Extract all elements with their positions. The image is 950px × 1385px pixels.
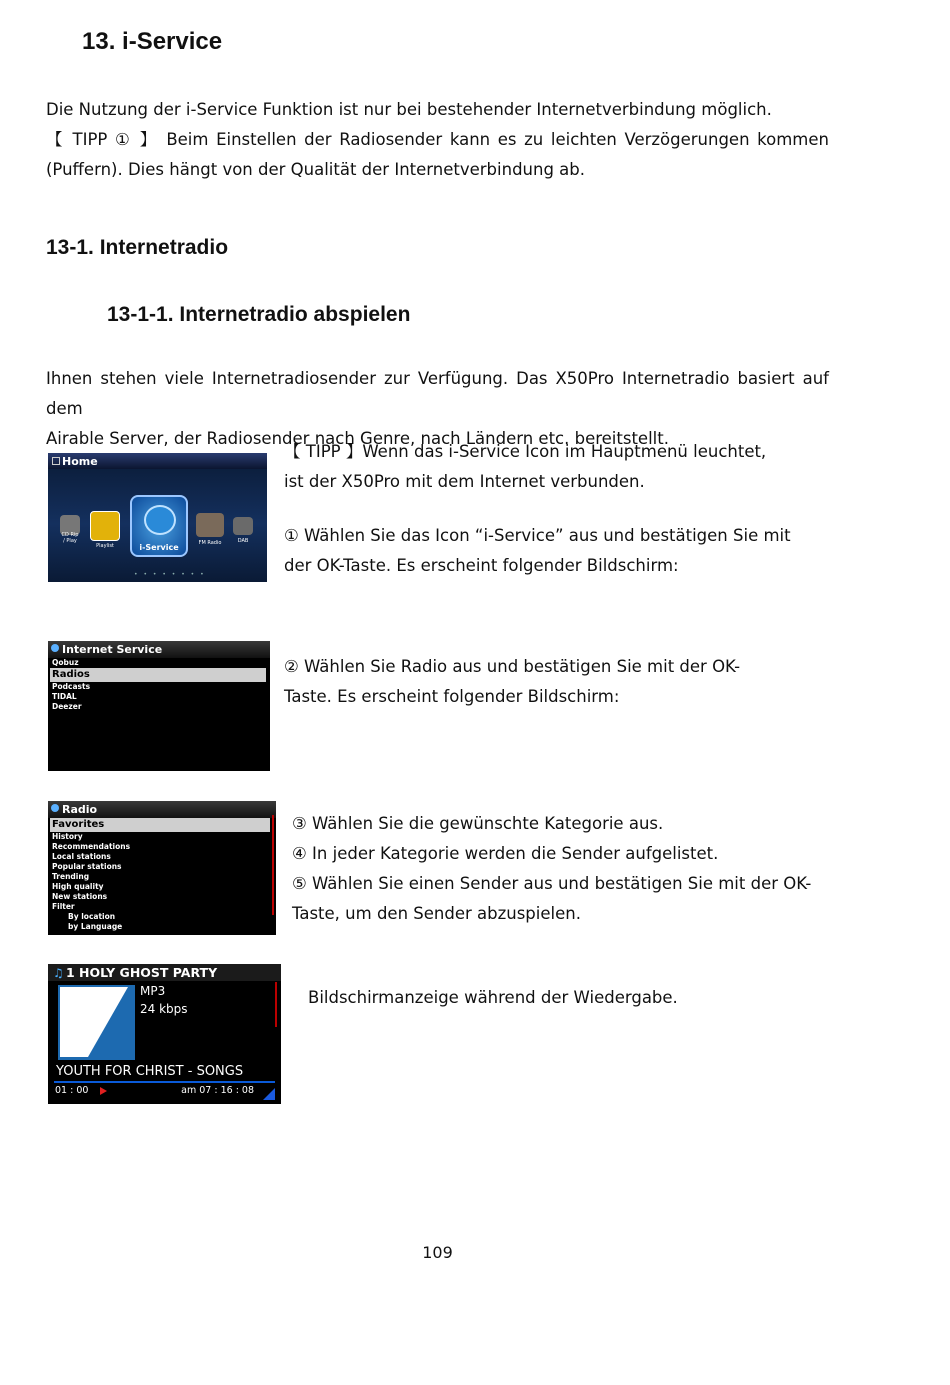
menu-sub-item: By location: [68, 912, 116, 921]
play-icon: [100, 1087, 107, 1095]
subsection-heading: 13-1-1. Internetradio abspielen: [107, 303, 411, 326]
radio-title: Radio: [62, 803, 98, 816]
tip-line: 【 TIPP ① 】 Beim Einstellen der Radiosender kann es zu leichten Verzögerungen kommen: [46, 130, 829, 149]
intro-text: [46, 95, 829, 185]
menu-item-tidal: TIDAL: [52, 692, 77, 701]
body-line: Airable Server, der Radiosender nach Genre, nach Ländern etc. bereitstellt.: [46, 429, 669, 448]
intro-line: Die Nutzung der i-Service Funktion ist nur bei bestehender Internetverbindung möglich.: [46, 100, 772, 119]
pager-dots: • • • • • • • •: [134, 571, 206, 578]
menu-item: History: [52, 832, 83, 841]
clock: am 07 : 16 : 08: [181, 1085, 254, 1096]
progress-bar: [54, 1081, 275, 1083]
home-screen-image: [48, 453, 267, 582]
step-text-group-3: [292, 809, 812, 929]
internet-service-title-bar: [48, 641, 270, 658]
tile-label: FM Radio: [198, 540, 222, 546]
step-1-line: der OK-Taste. Es erscheint folgender Bildschirm:: [284, 556, 679, 575]
scrollbar: [275, 982, 277, 1027]
menu-item: Popular stations: [52, 862, 122, 871]
tip-line: ist der X50Pro mit dem Internet verbunden.: [284, 472, 645, 491]
chapter-heading: 13. i-Service: [82, 28, 223, 55]
album-art: [58, 985, 135, 1060]
step-text-group-2: [284, 652, 804, 712]
step-1-line: ① Wählen Sie das Icon “i-Service” aus und bestätigen Sie mit: [284, 526, 791, 545]
scrollbar: [272, 815, 274, 915]
page-number: 109: [422, 1243, 453, 1262]
bitrate-label: 24 kbps: [140, 1002, 188, 1016]
menu-item: New stations: [52, 892, 108, 901]
step-5-line: Taste, um den Sender abzuspielen.: [292, 904, 581, 923]
tile-label: Playlist: [96, 543, 114, 549]
now-playing-screen-image: [48, 964, 281, 1104]
radio-screen-image: [48, 801, 276, 935]
radio-title-bar: [48, 801, 276, 818]
song-title: YOUTH FOR CHRIST - SONGS: [56, 1064, 244, 1079]
step-text-group-1: [284, 437, 804, 581]
menu-sub-item: by Language: [68, 922, 123, 931]
menu-item: Local stations: [52, 852, 111, 861]
dab-tile: [233, 517, 253, 544]
tile-label: CD Rip / Play: [61, 532, 79, 544]
globe-icon: [144, 505, 176, 535]
tile-label: DAB: [237, 538, 249, 544]
menu-item-podcasts: Podcasts: [52, 682, 91, 691]
i-service-tile: [130, 495, 188, 557]
internet-service-title: Internet Service: [62, 643, 163, 656]
menu-item-deezer: Deezer: [52, 702, 82, 711]
menu-item: High quality: [52, 882, 104, 891]
menu-item-favorites-selected: Favorites: [50, 818, 270, 832]
step-4-line: ④ In jeder Kategorie werden die Sender aufgelistet.: [292, 844, 719, 863]
playlist-tile: [90, 511, 120, 549]
step-2-line: Taste. Es erscheint folgender Bildschirm:: [284, 687, 620, 706]
home-icon: [52, 457, 60, 465]
signal-icon: [263, 1088, 275, 1100]
now-playing-title-bar: [48, 964, 281, 981]
album-art-graphic: [58, 985, 135, 1060]
home-title-bar: [48, 453, 267, 469]
menu-item-qobuz: Qobuz: [52, 658, 79, 667]
station-title: 1 HOLY GHOST PARTY: [66, 965, 218, 980]
music-note-icon: ♫: [53, 966, 64, 980]
cd-rip-tile: [60, 515, 80, 544]
format-label: MP3: [140, 984, 166, 998]
step-5-line: ⑤ Wählen Sie einen Sender aus und bestätigen Sie mit der OK-: [292, 874, 812, 893]
menu-item: Recommendations: [52, 842, 131, 851]
globe-icon: [51, 804, 59, 812]
tip-line: (Puffern). Dies hängt von der Qualität der Internetverbindung ab.: [46, 160, 586, 179]
home-title: Home: [62, 455, 98, 468]
playback-caption: Bildschirmanzeige während der Wiedergabe.: [308, 988, 678, 1007]
tip-line: 【 TIPP 】Wenn das i-Service Icon im Hauptmenü leuchtet,: [284, 442, 767, 461]
menu-item-radios-selected: Radios: [50, 668, 266, 682]
elapsed-time: 01 : 00: [55, 1085, 89, 1096]
menu-item: Trending: [52, 872, 90, 881]
menu-item: Filter: [52, 902, 75, 911]
body-line: Ihnen stehen viele Internetradiosender zur Verfügung. Das X50Pro Internetradio basiert auf dem: [46, 369, 829, 418]
internet-service-screen-image: [48, 641, 270, 771]
step-3-line: ③ Wählen Sie die gewünschte Kategorie aus.: [292, 814, 664, 833]
globe-icon: [51, 644, 59, 652]
fm-radio-tile: [196, 513, 224, 546]
section-heading: 13-1. Internetradio: [46, 236, 229, 259]
step-2-line: ② Wählen Sie Radio aus und bestätigen Sie mit der OK-: [284, 657, 741, 676]
i-service-label: i-Service: [139, 543, 179, 552]
